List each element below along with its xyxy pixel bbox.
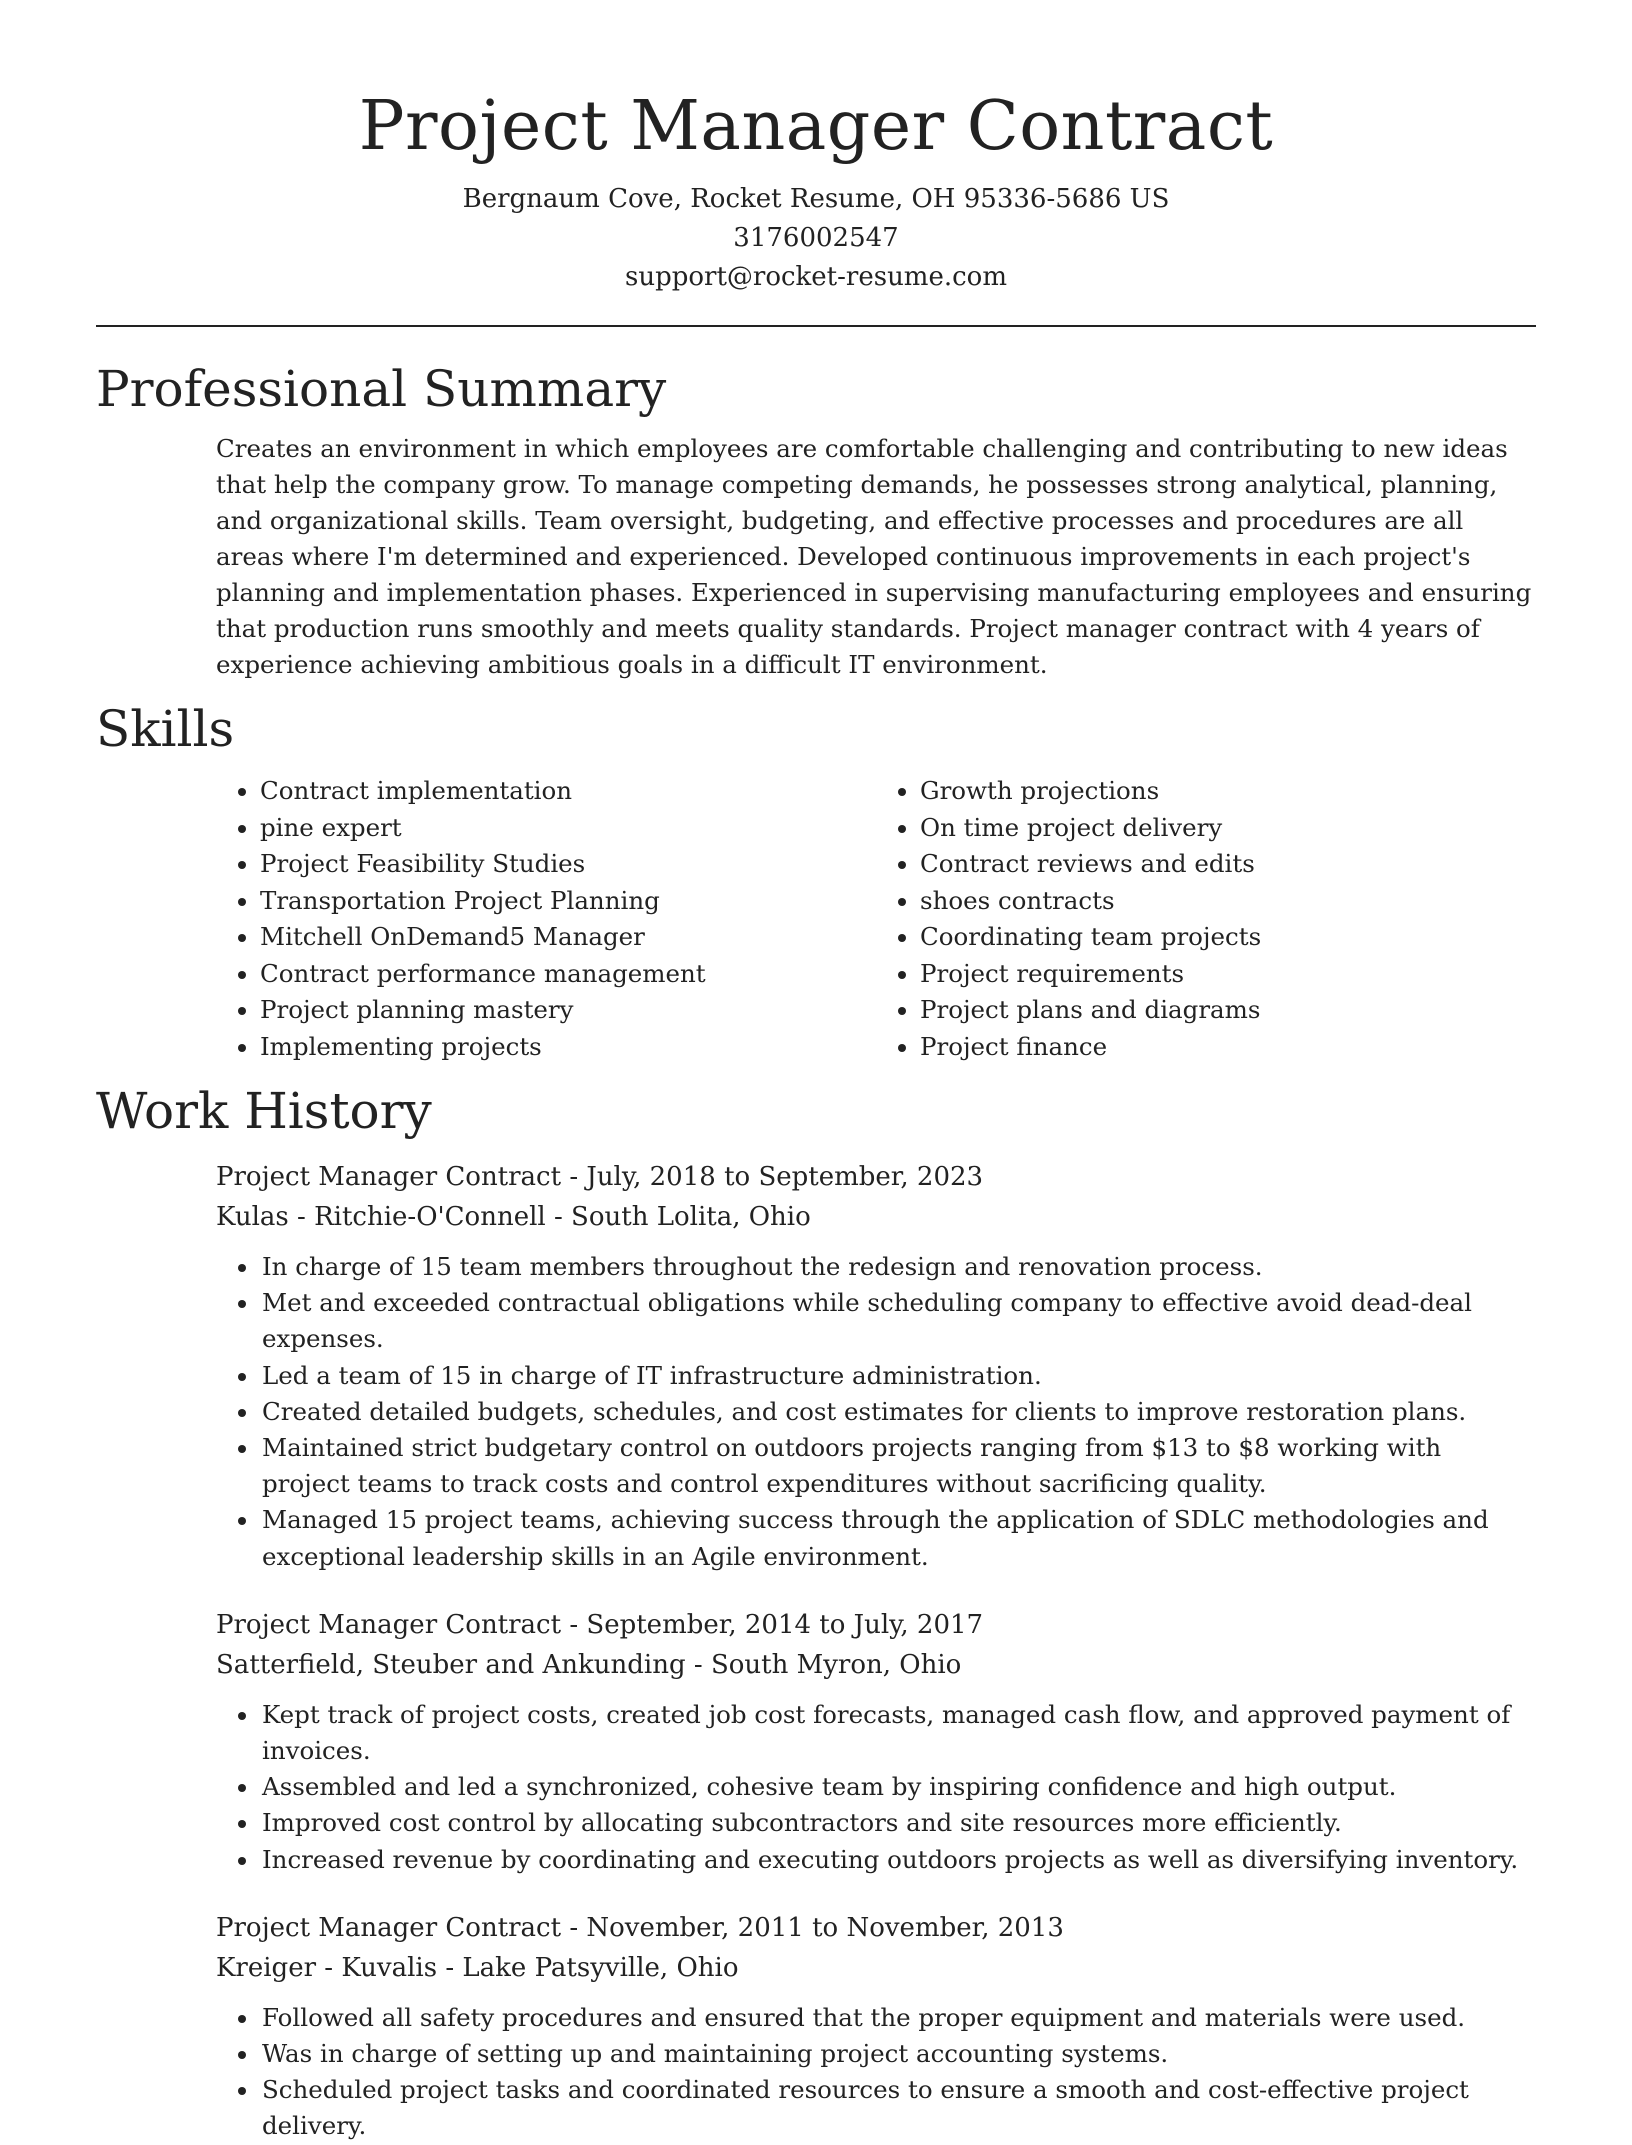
- job-company-line: [216, 1948, 1536, 1988]
- job-company: Satterfield, Steuber and Ankunding: [216, 1649, 686, 1680]
- job-title-line: [216, 1605, 1536, 1645]
- job-entry: [216, 1157, 1536, 1575]
- job-dates: - November, 2011 to November, 2013: [561, 1912, 1064, 1943]
- job-title: Project Manager Contract: [216, 1162, 562, 1192]
- job-bullet: • Increased revenue by coordinating and executing outdoors projects as well as diversifying inventory.: [260, 1842, 1536, 1878]
- job-entry: [216, 1908, 1536, 2145]
- summary-section: [96, 357, 1536, 683]
- job-bullet: • Assembled and led a synchronized, cohesive team by inspiring confidence and high output.: [260, 1769, 1536, 1805]
- skills-column-right: [876, 773, 1536, 1065]
- phone-line: 3176002547: [733, 223, 899, 253]
- job-bullet: • Led a team of 15 in charge of IT infrastructure administration.: [260, 1358, 1536, 1394]
- skill-item: • Project finance: [920, 1029, 1536, 1066]
- skill-item: • Project Feasibility Studies: [260, 846, 876, 883]
- skill-item: • Contract performance management: [260, 956, 876, 993]
- job-entry: [216, 1605, 1536, 1878]
- skills-grid: [216, 773, 1536, 1065]
- skills-section: [96, 697, 1536, 1065]
- summary-heading: Professional Summary: [96, 360, 667, 418]
- header-divider: [96, 325, 1536, 327]
- job-bullets: [216, 2000, 1536, 2145]
- job-location: - South Lolita, Ohio: [545, 1202, 811, 1232]
- email-line: support@rocket-resume.com: [624, 262, 1007, 292]
- skill-item: • Growth projections: [920, 773, 1536, 810]
- skill-item: • Mitchell OnDemand5 Manager: [260, 919, 876, 956]
- job-bullet: • Maintained strict budgetary control on outdoors projects ranging from $13 to $8 working with project teams to track costs and control expenditures without sacrificing quality.: [260, 1430, 1536, 1502]
- skill-item: • shoes contracts: [920, 883, 1536, 920]
- job-title: Project Manager Contract: [216, 1609, 562, 1640]
- job-company: Kreiger - Kuvalis: [216, 1952, 438, 1983]
- job-bullet: • Was in charge of setting up and maintaining project accounting systems.: [260, 2036, 1536, 2072]
- skill-item: • Transportation Project Planning: [260, 883, 876, 920]
- job-title-line: [216, 1157, 1536, 1197]
- job-company-line: [216, 1645, 1536, 1685]
- address-line: Bergnaum Cove, Rocket Resume, OH 95336-5686 US: [462, 184, 1170, 214]
- job-bullet: • Improved cost control by allocating subcontractors and site resources more efficiently.: [260, 1805, 1536, 1841]
- summary-text: Creates an environment in which employees are comfortable challenging and contributing to new ideas that help the company grow. To manage competing demands, he possesses strong analytical, planning, and organizational skills. Team oversight, budgeting, and effective processes and procedures are all areas where I'm determined and experienced. Developed continuous improvements in each project's planning and implementation phases. Experienced in supervising manufacturing employees and ensuring that production runs smoothly and meets quality standards. Project manager contract with 4 years of experience achieving ambitious goals in a difficult IT environment.: [216, 434, 1532, 679]
- job-title-line: [216, 1908, 1536, 1948]
- skill-item: • Project requirements: [920, 956, 1536, 993]
- job-bullet: • Kept track of project costs, created job cost forecasts, managed cash flow, and approved payment of invoices.: [260, 1697, 1536, 1769]
- skill-item: • Contract implementation: [260, 773, 876, 810]
- summary-body: [216, 431, 1536, 683]
- skill-item: • On time project delivery: [920, 810, 1536, 847]
- job-bullet: • Followed all safety procedures and ensured that the proper equipment and materials were used.: [260, 2000, 1536, 2036]
- skill-item: • Project plans and diagrams: [920, 992, 1536, 1029]
- job-location: - Lake Patsyville, Ohio: [437, 1952, 739, 1983]
- job-bullets: [216, 1697, 1536, 1878]
- skill-item: • Coordinating team projects: [920, 919, 1536, 956]
- job-bullet: • Met and exceeded contractual obligations while scheduling company to effective avoid dead-deal expenses.: [260, 1285, 1536, 1357]
- job-title: Project Manager Contract: [216, 1912, 562, 1943]
- work-history-heading: Work History: [96, 1082, 432, 1140]
- job-company-line: [216, 1197, 1536, 1237]
- job-bullet: • Managed 15 project teams, achieving success through the application of SDLC methodologies and exceptional leadership skills in an Agile environment.: [260, 1502, 1536, 1574]
- skills-heading: Skills: [96, 700, 235, 758]
- job-location: - South Myron, Ohio: [685, 1649, 962, 1680]
- job-bullet: • In charge of 15 team members throughout the redesign and renovation process.: [260, 1249, 1536, 1285]
- candidate-name: Project Manager Contract: [358, 87, 1274, 166]
- contact-block: [96, 180, 1536, 297]
- skill-item: • pine expert: [260, 810, 876, 847]
- job-bullet: • Scheduled project tasks and coordinated resources to ensure a smooth and cost-effective project delivery.: [260, 2072, 1536, 2144]
- resume-header: [96, 0, 1536, 297]
- job-bullets: [216, 1249, 1536, 1575]
- skills-column-left: [216, 773, 876, 1065]
- job-bullet: • Created detailed budgets, schedules, and cost estimates for clients to improve restoration plans.: [260, 1394, 1536, 1430]
- job-dates: - July, 2018 to September, 2023: [561, 1162, 984, 1192]
- skill-item: • Contract reviews and edits: [920, 846, 1536, 883]
- job-company: Kulas - Ritchie-O'Connell: [216, 1202, 546, 1232]
- skill-item: • Implementing projects: [260, 1029, 876, 1066]
- work-history-section: [96, 1079, 1536, 2145]
- job-dates: - September, 2014 to July, 2017: [561, 1609, 984, 1640]
- skill-item: • Project planning mastery: [260, 992, 876, 1029]
